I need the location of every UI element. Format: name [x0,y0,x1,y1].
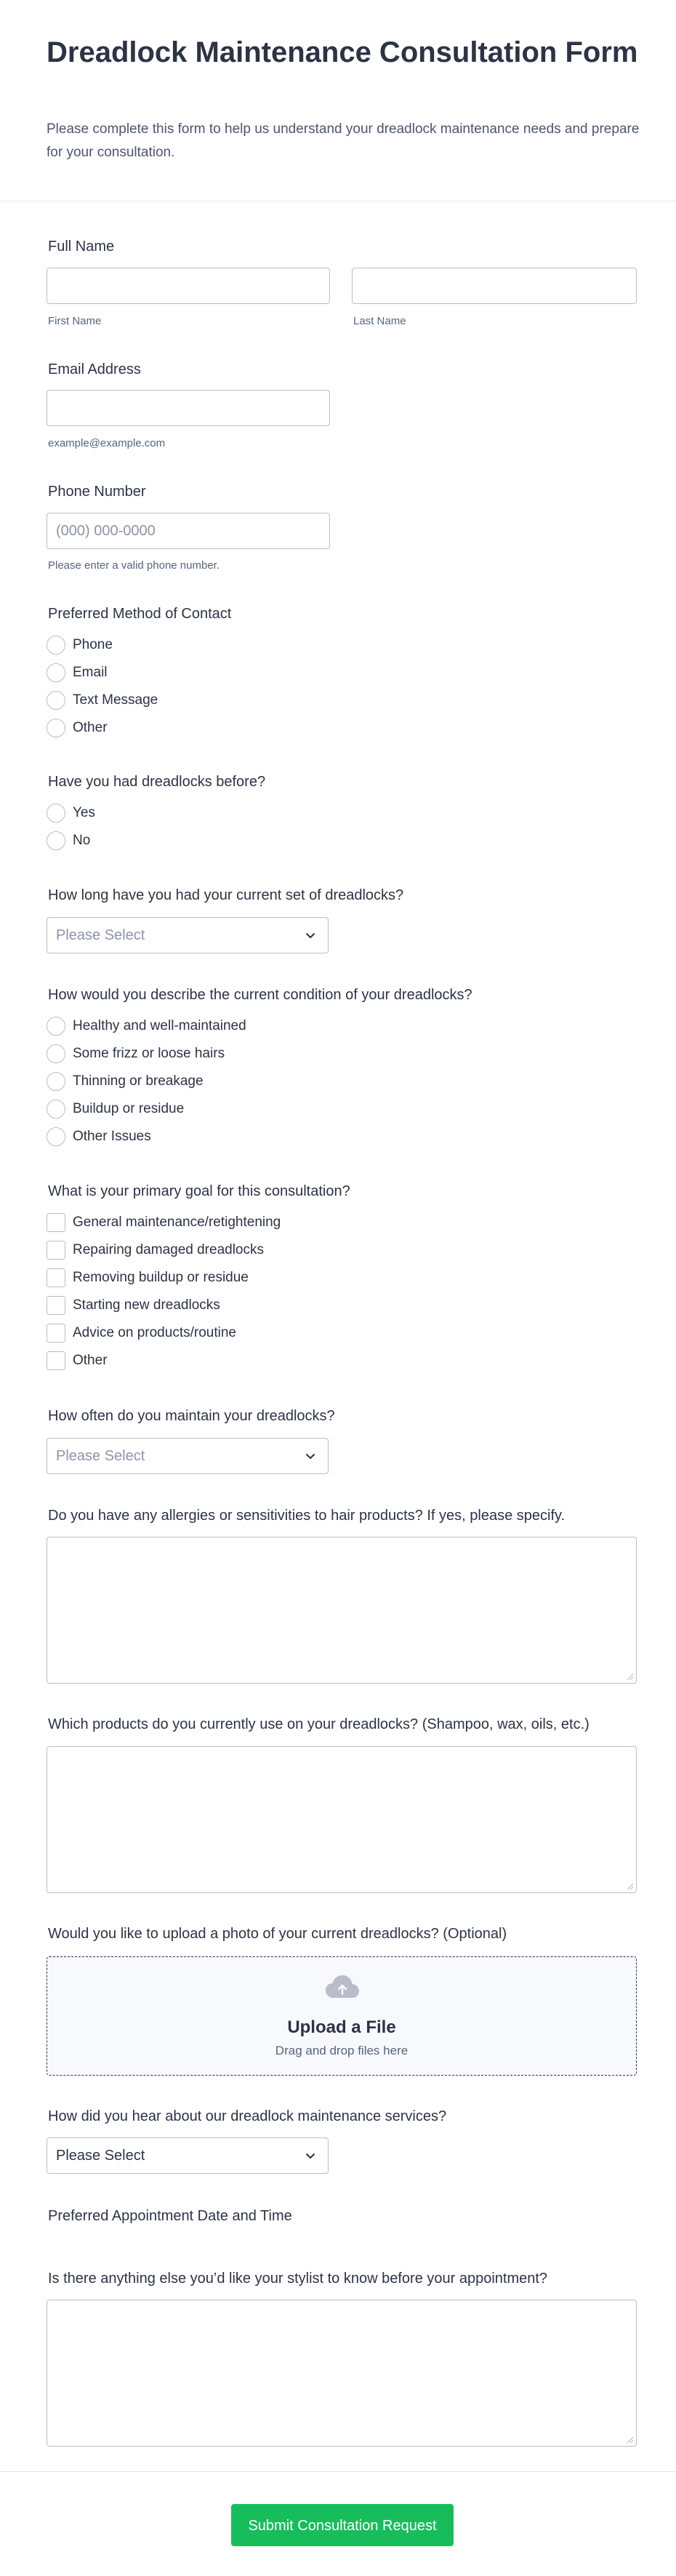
how-often-select[interactable] [47,1438,329,1474]
had-before-label: Have you had dreadlocks before? [48,774,266,790]
option-label: Other [73,1353,108,1368]
radio-button[interactable] [47,691,65,710]
option-label: Text Message [73,692,158,708]
option-label: No [73,833,91,848]
file-upload-dropzone[interactable] [47,1956,637,2076]
contact-option-other[interactable] [47,718,108,738]
radio-button[interactable] [47,831,65,850]
radio-button[interactable] [47,1100,65,1119]
option-label: Thinning or breakage [73,1073,204,1089]
option-label: Starting new dreadlocks [73,1297,220,1313]
radio-button[interactable] [47,663,65,682]
option-label: Some frizz or loose hairs [73,1046,225,1061]
radio-button[interactable] [47,1127,65,1146]
radio-button[interactable] [47,1044,65,1063]
resize-grip-icon[interactable] [625,1881,634,1890]
resize-grip-icon[interactable] [625,1672,634,1681]
form-header [0,0,676,201]
upload-title: Upload a File [287,2017,396,2037]
checkbox[interactable] [47,1213,65,1232]
checkbox[interactable] [47,1268,65,1287]
checkbox[interactable] [47,1296,65,1315]
phone-sublabel: Please enter a valid phone number. [48,559,220,572]
last-name-input[interactable] [352,268,637,304]
contact-option-email[interactable] [47,663,108,683]
products-label: Which products do you currently use on your dreadlocks? (Shampoo, wax, oils, etc.) [48,1716,590,1732]
last-name-sublabel: Last Name [353,315,406,327]
first-name-input[interactable] [47,268,330,304]
goal-option-remove-buildup[interactable] [47,1268,249,1288]
condition-option-healthy[interactable] [47,1016,246,1036]
checkbox[interactable] [47,1241,65,1260]
form-title: Dreadlock Maintenance Consultation Form [47,36,638,68]
submit-button[interactable]: Submit Consultation Request [231,2504,454,2546]
condition-option-other[interactable] [47,1127,151,1147]
upload-subtitle: Drag and drop files here [275,2044,409,2057]
email-input[interactable] [47,390,330,426]
option-label: Phone [73,637,113,652]
radio-button[interactable] [47,1072,65,1091]
allergies-label: Do you have any allergies or sensitivities to hair products? If yes, please specify. [48,1508,566,1524]
allergies-textarea[interactable] [47,1537,637,1684]
email-label: Email Address [48,361,141,377]
how-long-select[interactable] [47,917,329,953]
first-name-sublabel: First Name [48,315,102,327]
option-label: Advice on products/routine [73,1325,236,1340]
radio-button[interactable] [47,636,65,655]
phone-label: Phone Number [48,484,146,500]
goal-label: What is your primary goal for this consultation? [48,1183,350,1199]
form-subtitle: Please complete this form to help us understand your dreadlock maintenance needs and prepare for your consultation. [47,121,640,160]
radio-button[interactable] [47,719,65,737]
cloud-upload-icon [325,1975,360,1999]
option-label: Repairing damaged dreadlocks [73,1242,264,1257]
checkbox[interactable] [47,1324,65,1343]
how-often-label: How often do you maintain your dreadlocks? [48,1408,335,1424]
condition-option-thinning[interactable] [47,1071,204,1092]
condition-option-frizz[interactable] [47,1044,225,1064]
goal-option-repair[interactable] [47,1240,264,1260]
select-value: Please Select [56,1448,145,1464]
anything-else-textarea[interactable] [47,2300,637,2447]
option-label: Buildup or residue [73,1101,185,1116]
option-label: Yes [73,805,95,820]
goal-option-maintenance[interactable] [47,1212,281,1233]
option-label: Email [73,665,108,680]
contact-option-phone[interactable] [47,635,113,655]
condition-option-buildup[interactable] [47,1099,184,1119]
heard-about-label: How did you hear about our dreadlock maintenance services? [48,2108,447,2124]
select-value: Please Select [56,927,145,943]
had-before-option-no[interactable] [47,831,90,851]
resize-grip-icon[interactable] [625,2435,634,2444]
phone-placeholder: (000) 000-0000 [56,523,156,539]
condition-label: How would you describe the current condition of your dreadlocks? [48,987,472,1003]
option-label: Other [73,720,108,735]
select-value: Please Select [56,2148,145,2164]
option-label: Other Issues [73,1129,151,1144]
appointment-label: Preferred Appointment Date and Time [48,2208,292,2224]
goal-option-new[interactable] [47,1295,220,1316]
phone-input[interactable] [47,513,330,549]
goal-option-advice[interactable] [47,1323,236,1343]
contact-method-label: Preferred Method of Contact [48,606,232,622]
full-name-label: Full Name [48,239,115,255]
option-label: Removing buildup or residue [73,1270,249,1285]
photo-label: Would you like to upload a photo of your current dreadlocks? (Optional) [48,1926,507,1942]
option-label: General maintenance/retightening [73,1215,281,1230]
option-label: Healthy and well-maintained [73,1018,246,1033]
radio-button[interactable] [47,1017,65,1036]
chevron-down-icon [303,2148,318,2163]
form-footer [0,2471,676,2576]
goal-option-other[interactable] [47,1351,108,1371]
email-sublabel: example@example.com [48,437,166,449]
anything-else-label: Is there anything else you’d like your stylist to know before your appointment? [48,2271,548,2287]
chevron-down-icon [303,1449,318,1463]
chevron-down-icon [303,928,318,943]
radio-button[interactable] [47,804,65,823]
heard-about-select[interactable] [47,2137,329,2174]
products-textarea[interactable] [47,1746,637,1893]
had-before-option-yes[interactable] [47,803,95,823]
contact-option-text[interactable] [47,690,158,711]
how-long-label: How long have you had your current set of dreadlocks? [48,887,404,903]
checkbox[interactable] [47,1351,65,1370]
